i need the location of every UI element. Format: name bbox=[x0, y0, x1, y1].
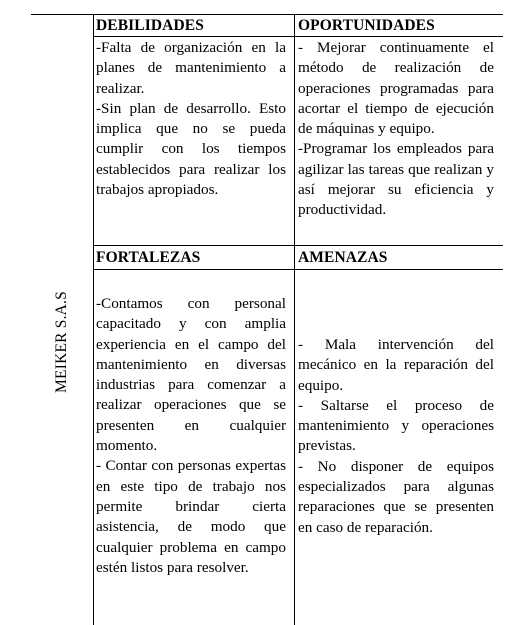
debilidades-item: -Falta de organización en la planes de mantenimiento a realizar. bbox=[96, 39, 286, 97]
company-column bbox=[31, 36, 93, 625]
fortalezas-title: FORTALEZAS bbox=[96, 249, 201, 266]
debilidades-item: -Sin plan de desarrollo. Esto implica que no se pueda cumplir con los tiempos establecidos para realizar los trabajos apropiados. bbox=[96, 99, 286, 199]
header-rule-top-row bbox=[93, 36, 503, 37]
amenazas-title: AMENAZAS bbox=[298, 249, 388, 266]
amenazas-item: - Saltarse el proceso de mantenimiento y operaciones previstas. bbox=[298, 396, 494, 455]
side-divider bbox=[93, 14, 94, 625]
fortalezas-cell bbox=[96, 294, 286, 578]
oportunidades-item: - Mejorar continuamente el método de realización de operaciones programadas para acortar el tiempo de ejecución de máquinas y equipo. bbox=[298, 39, 494, 138]
debilidades-title: DEBILIDADES bbox=[96, 17, 204, 34]
amenazas-item: - No disponer de equipos especializados para algunas reparaciones que se presenten en caso de reparación. bbox=[298, 457, 494, 536]
fortalezas-item: - Contar con personas expertas en este tipo de trabajo nos permite brindar cierta asistencia, de modo que cualquier problema en campo estén listos para resolver. bbox=[96, 457, 286, 576]
debilidades-cell bbox=[96, 38, 286, 200]
header-rule-bottom-row bbox=[93, 269, 503, 270]
company-label: MEIKER S.A.S bbox=[53, 291, 70, 393]
column-divider bbox=[294, 14, 295, 625]
oportunidades-item: -Programar los empleados para agilizar las tareas que realizan y así mejorar su eficiencia y productividad. bbox=[298, 140, 494, 219]
amenazas-cell bbox=[298, 335, 494, 538]
middle-rule bbox=[93, 245, 503, 246]
top-border bbox=[31, 14, 503, 15]
amenazas-item: - Mala intervención del mecánico en la reparación del equipo. bbox=[298, 336, 494, 394]
oportunidades-cell bbox=[298, 38, 494, 221]
swot-matrix bbox=[31, 14, 503, 625]
oportunidades-title: OPORTUNIDADES bbox=[298, 17, 435, 34]
fortalezas-item: -Contamos con personal capacitado y con amplia experiencia en el campo del mantenimiento en diversas industrias para comenzar a realizar operaciones que se presenten en cualquier momento. bbox=[96, 295, 286, 455]
